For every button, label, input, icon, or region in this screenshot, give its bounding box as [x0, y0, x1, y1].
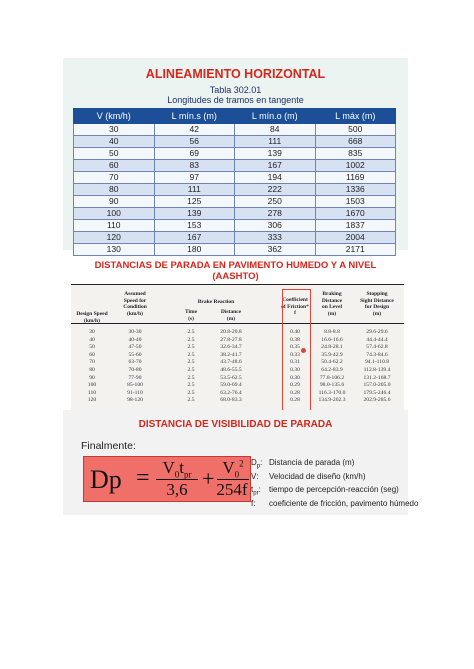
table-caption: Longitudes de tramos en tangente: [167, 95, 304, 105]
table-cell: 47-50: [128, 344, 142, 351]
table-cell: 116.3-170.0: [318, 389, 346, 396]
definition-symbol: $t_{pr}$:: [251, 485, 261, 497]
table-cell: 100: [87, 382, 97, 389]
table-cell: 30: [74, 124, 155, 136]
definition-text: Distancia de parada (m): [269, 458, 355, 467]
table-cell: 94.1-110.8: [364, 359, 390, 366]
table-cell: 55-60: [128, 351, 142, 358]
table-cell: 202.9-285.6: [363, 397, 391, 404]
table-cell: 83: [154, 160, 235, 172]
table-cell: 153: [154, 220, 235, 232]
finalmente-label: Finalmente:: [81, 440, 136, 452]
table-cell: 2.5: [187, 336, 195, 343]
table-cell: 278: [235, 208, 316, 220]
table-cell: 2171: [315, 244, 396, 256]
panel-title: DISTANCIA DE VISIBILIDAD DE PARADA: [138, 419, 333, 430]
table-cell: 2004: [315, 232, 396, 244]
table-cell: 91-110: [127, 389, 143, 396]
table-cell: 130: [74, 244, 155, 256]
table-cell: 50: [74, 148, 155, 160]
table-cell: 120: [74, 232, 155, 244]
table-cell: 1336: [315, 184, 396, 196]
table-row: [74, 232, 396, 244]
table-cell: 38.2-41.7: [220, 351, 242, 358]
table-cell: 500: [315, 124, 396, 136]
table-cell: 90: [89, 374, 95, 381]
table-cell: 74.3-84.6: [366, 351, 388, 358]
fraction1-numerator: $V_0t_{pr}$: [162, 458, 192, 480]
table-cell: 77-90: [128, 374, 142, 381]
definition-text: coeficiente de fricción, pavimento húmedo: [269, 498, 419, 508]
table-cell: 0.29: [290, 382, 300, 389]
table-cell: 70: [74, 172, 155, 184]
table-cell: 139: [154, 208, 235, 220]
table-row: [74, 196, 396, 208]
table-cell: 40: [74, 136, 155, 148]
table-cell: 56: [154, 136, 235, 148]
definition-row: [251, 485, 418, 499]
table-row: [74, 220, 396, 232]
table-cell: 30-30: [128, 329, 142, 335]
fraction1-denominator: 3,6: [166, 480, 188, 499]
table-cell: 44.4-44.4: [366, 336, 388, 343]
table-cell: 80: [74, 184, 155, 196]
column-header: L máx (m): [315, 109, 396, 124]
table-cell: 63.2-76.4: [220, 389, 242, 396]
definition-symbol: V:: [251, 471, 259, 481]
stopping-distances-panel: [63, 256, 408, 419]
table-cell: 1169: [315, 172, 396, 184]
cursor-dot: [301, 348, 306, 353]
fraction2-numerator: $V_0^2$: [222, 458, 244, 480]
table-cell: 98-120: [127, 397, 143, 404]
table-row: [74, 172, 396, 184]
table-cell: 50: [89, 344, 95, 351]
table-cell: 179.5-246.4: [363, 389, 391, 396]
table-cell: 0.35: [290, 344, 300, 351]
table-row: [74, 160, 396, 172]
table-cell: 167: [154, 232, 235, 244]
panel-title: ALINEAMIENTO HORIZONTAL: [145, 67, 326, 81]
table-cell: 1837: [315, 220, 396, 232]
definition-symbol: f:: [251, 498, 256, 508]
table-cell: 111: [154, 184, 235, 196]
variable-definitions: [251, 458, 418, 512]
table-cell: 68.0-83.3: [220, 397, 242, 404]
table-cell: 0.30: [290, 374, 300, 381]
distance-column: [211, 329, 251, 405]
table-cell: 60: [74, 160, 155, 172]
table-cell: 29.6-29.6: [366, 329, 388, 335]
table-cell: 0.28: [290, 397, 300, 404]
table-cell: 167: [235, 160, 316, 172]
table-cell: 2.5: [187, 351, 195, 358]
time-column: [181, 329, 201, 405]
table-cell: 53.5-62.5: [220, 374, 242, 381]
table-row: [74, 184, 396, 196]
table-cell: 250: [235, 196, 316, 208]
table-cell: 0.38: [290, 336, 300, 343]
table-cell: 35.9-42.9: [321, 351, 343, 358]
horizontal-alignment-panel: [63, 58, 408, 254]
table-cell: 8.8-8.8: [324, 329, 340, 335]
definition-symbol: $D_p$:: [251, 458, 263, 470]
table-cell: 2.5: [187, 344, 195, 351]
stopping-distance-formula: [83, 456, 251, 502]
table-cell: 112.8-139.4: [363, 366, 391, 373]
table-row: [74, 124, 396, 136]
table-cell: 157.0-205.0: [363, 382, 391, 389]
table-cell: 306: [235, 220, 316, 232]
stopping-sight-distance-panel: [63, 410, 419, 515]
column-header: Brake Reaction: [197, 299, 235, 305]
table-cell: 110: [74, 220, 155, 232]
table-cell: 0.40: [290, 329, 300, 335]
table-cell: 2.5: [187, 374, 195, 381]
table-header-row: [74, 109, 396, 124]
table-cell: 48.6-55.5: [220, 366, 242, 373]
table-cell: 180: [154, 244, 235, 256]
table-cell: 131.2-168.7: [363, 374, 391, 381]
table-cell: 362: [235, 244, 316, 256]
table-cell: 125: [154, 196, 235, 208]
table-cell: 222: [235, 184, 316, 196]
table-cell: 333: [235, 232, 316, 244]
table-cell: 1670: [315, 208, 396, 220]
table-cell: 77.8-106.2: [319, 374, 345, 381]
table-cell: 90: [74, 196, 155, 208]
table-cell: 2.5: [187, 382, 195, 389]
table-cell: 2.5: [187, 397, 195, 404]
table-cell: 120: [87, 397, 97, 404]
table-cell: 85-100: [127, 382, 143, 389]
panel-subtitle: (AASHTO): [212, 271, 259, 282]
table-cell: 16.6-16.6: [321, 336, 343, 343]
table-cell: 835: [315, 148, 396, 160]
table-cell: 27.8-27.8: [220, 336, 242, 343]
column-header: Assumed Speed for Condition (km/h): [123, 291, 147, 317]
table-cell: 20.8-20.8: [220, 329, 242, 335]
table-cell: 84: [235, 124, 316, 136]
column-header: Time (s): [184, 309, 198, 322]
definition-row: [251, 458, 418, 472]
formula-equals: =: [136, 465, 150, 491]
column-header: Distance (m): [220, 309, 242, 322]
design-speed-column: [75, 329, 109, 405]
table-cell: 0.33: [290, 351, 300, 358]
formula-lhs: Dp: [90, 465, 122, 494]
definition-row: [251, 472, 418, 486]
table-cell: 194: [235, 172, 316, 184]
table-cell: 40: [89, 336, 95, 343]
table-cell: 30: [89, 329, 95, 335]
table-cell: 69: [154, 148, 235, 160]
table-cell: 59.0-69.4: [220, 382, 242, 389]
table-cell: 57.4-62.8: [366, 344, 388, 351]
table-cell: 668: [315, 136, 396, 148]
table-cell: 0.28: [290, 389, 300, 396]
stopping-distance-column: [354, 329, 400, 405]
table-cell: 43.7-48.6: [220, 359, 242, 366]
panel-title: DISTANCIAS DE PARADA EN PAVIMENTO HUMEDO Y A NIVEL: [94, 260, 377, 271]
table-cell: 1002: [315, 160, 396, 172]
friction-highlight-box: [282, 289, 311, 418]
braking-distance-column: [314, 329, 350, 405]
table-cell: 2.5: [187, 359, 195, 366]
table-cell: 60: [89, 351, 95, 358]
table-cell: 42: [154, 124, 235, 136]
column-header: L mín.o (m): [235, 109, 316, 124]
table-cell: 0.30: [290, 366, 300, 373]
column-header: Coefficient of Friction* f: [281, 297, 309, 316]
table-cell: 70-80: [128, 366, 142, 373]
definition-row: [251, 499, 418, 513]
table-cell: 100: [74, 208, 155, 220]
table-cell: 139: [235, 148, 316, 160]
column-header: Design Speed (km/h): [76, 311, 108, 324]
table-cell: 24.8-28.1: [321, 344, 343, 351]
table-cell: 32.6-34.7: [220, 344, 242, 351]
tangent-lengths-table: [73, 108, 396, 256]
table-cell: 134.9-202.3: [318, 397, 346, 404]
table-cell: 64.2-83.9: [321, 366, 343, 373]
formula-plus: +: [202, 466, 215, 491]
table-cell: 2.5: [187, 366, 195, 373]
table-row: [74, 136, 396, 148]
table-cell: 97: [154, 172, 235, 184]
column-header: L mín.s (m): [154, 109, 235, 124]
assumed-speed-column: [116, 329, 154, 405]
table-cell: 80: [89, 366, 95, 373]
definition-text: tiempo de percepción-reacción (seg): [269, 485, 399, 495]
table-cell: 2.5: [187, 329, 195, 335]
table-cell: 70: [89, 359, 95, 366]
fraction2-denominator: 254f: [216, 480, 248, 499]
table-row: [74, 244, 396, 256]
table-cell: 2.5: [187, 389, 195, 396]
table-number: Tabla 302.01: [209, 85, 262, 95]
definition-text: Velocidad de diseño (km/h): [269, 471, 366, 481]
table-cell: 63-70: [128, 359, 142, 366]
table-cell: 1503: [315, 196, 396, 208]
table-row: [74, 148, 396, 160]
table-row: [74, 208, 396, 220]
table-cell: 50.4-62.2: [321, 359, 343, 366]
table-cell: 110: [87, 389, 97, 396]
column-header: Braking Distance on Level (m): [321, 291, 343, 317]
column-header: Stopping Sight Distance for Design (m): [360, 291, 394, 317]
table-cell: 0.31: [290, 359, 300, 366]
aashto-table: [71, 284, 404, 419]
table-cell: 98.0-135.6: [319, 382, 345, 389]
table-cell: 111: [235, 136, 316, 148]
table-cell: 40-40: [128, 336, 142, 343]
column-header: V (km/h): [74, 109, 155, 124]
header-divider: [71, 323, 404, 324]
